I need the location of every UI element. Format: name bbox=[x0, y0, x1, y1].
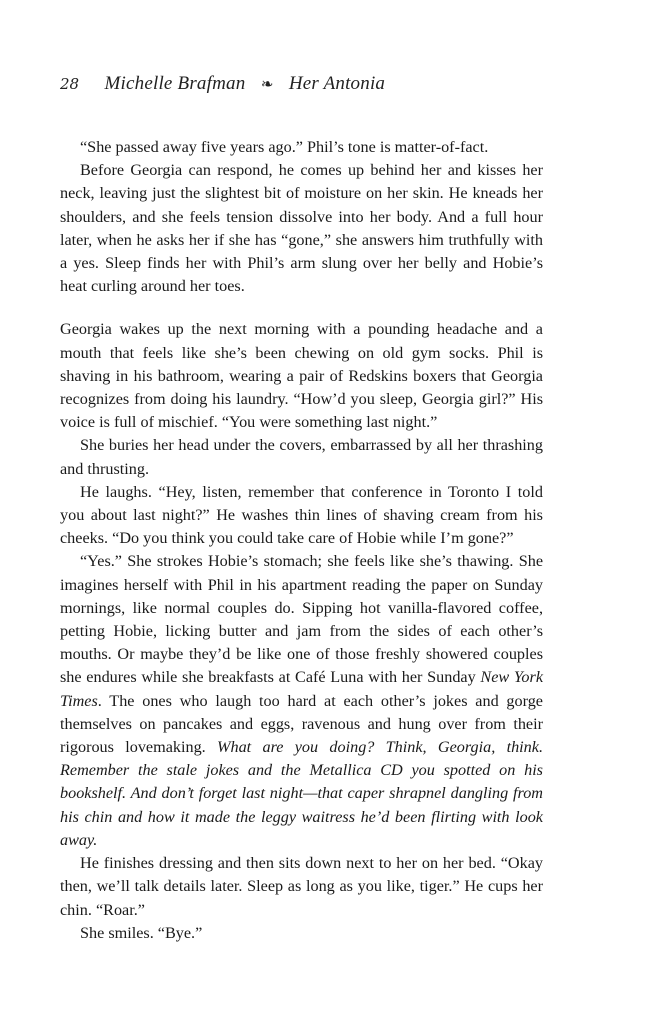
paragraph bbox=[60, 159, 543, 298]
fleuron-ornament-icon: ❧ bbox=[260, 75, 274, 93]
paragraph-text: “Yes.” She strokes Hobie’s stomach; she feels like she’s thawing. She imagines herself with Phil in his apartment reading the paper on Sunday mornings, like normal couples do. Sipping hot vanilla-flavored coffee, petting Hobie, licking butter and jam from the sides of each other’s mouths. Or maybe they’d be like one of those freshly showered couples she endures while she breakfasts at Café Luna with her Sunday bbox=[60, 552, 543, 687]
page-number: 28 bbox=[60, 75, 80, 93]
paragraph bbox=[60, 481, 543, 551]
paragraph-text: He finishes dressing and then sits down next to her on her bed. “Okay then, we’ll talk details later. Sleep as long as you like, tiger.” He cups her chin. “Roar.” bbox=[60, 854, 543, 919]
paragraph-text: Before Georgia can respond, he comes up behind her and kisses her neck, leaving just the slightest bit of moisture on her skin. He kneads her shoulders, and she feels tension dissolve into her body. And a full hour later, when he asks her if she has “gone,” she answers him truthfully with a yes. Sleep finds her with Phil’s arm slung over her belly and Hobie’s heat curling around her toes. bbox=[60, 161, 543, 296]
paragraph bbox=[60, 922, 543, 945]
paragraph-section-start bbox=[60, 318, 543, 434]
paragraph bbox=[60, 550, 543, 852]
paragraph bbox=[60, 852, 543, 922]
paragraph-text: She buries her head under the covers, embarrassed by all her thrashing and thrusting. bbox=[60, 436, 543, 478]
page-body bbox=[60, 136, 543, 945]
book-title: Her Antonia bbox=[288, 73, 386, 94]
paragraph-text: . The ones who laugh too hard at each other’s jokes and gorge themselves on pancakes and eggs, ravenous and hung over from their rigorous lovemaking. bbox=[60, 691, 543, 757]
paragraph-text: “She passed away five years ago.” Phil’s tone is matter-of-fact. bbox=[80, 138, 489, 156]
inner-thought-italic: What are you doing? Think, Georgia, think. Remember the stale jokes and the Metallica CD you spotted on his bookshelf. And don’t forget last night—that caper shrapnel dangling from his chin and how it made the leggy waitress he’d been flirting with look away. bbox=[60, 738, 543, 849]
paragraph-text: She smiles. “Bye.” bbox=[80, 923, 203, 942]
newspaper-title-italic: New York Times bbox=[60, 668, 544, 710]
paragraph bbox=[60, 136, 543, 159]
paragraph bbox=[60, 434, 543, 480]
paragraph-text: He laughs. “Hey, listen, remember that conference in Toronto I told you about last night?” He washes thin lines of shaving cream from his cheeks. “Do you think you could take care of Hobie while I’m gone?” bbox=[60, 482, 543, 548]
running-header bbox=[60, 73, 385, 95]
paragraph-text: Georgia wakes up the next morning with a pounding headache and a mouth that feels like she’s been chewing on old gym socks. Phil is shaving in his bathroom, wearing a pair of Redskins boxers that Georgia recognizes from doing his laundry. “How’d you sleep, Georgia girl?” His voice is full of mischief. “You were something last night.” bbox=[60, 320, 543, 432]
author-name: Michelle Brafman bbox=[104, 73, 246, 94]
